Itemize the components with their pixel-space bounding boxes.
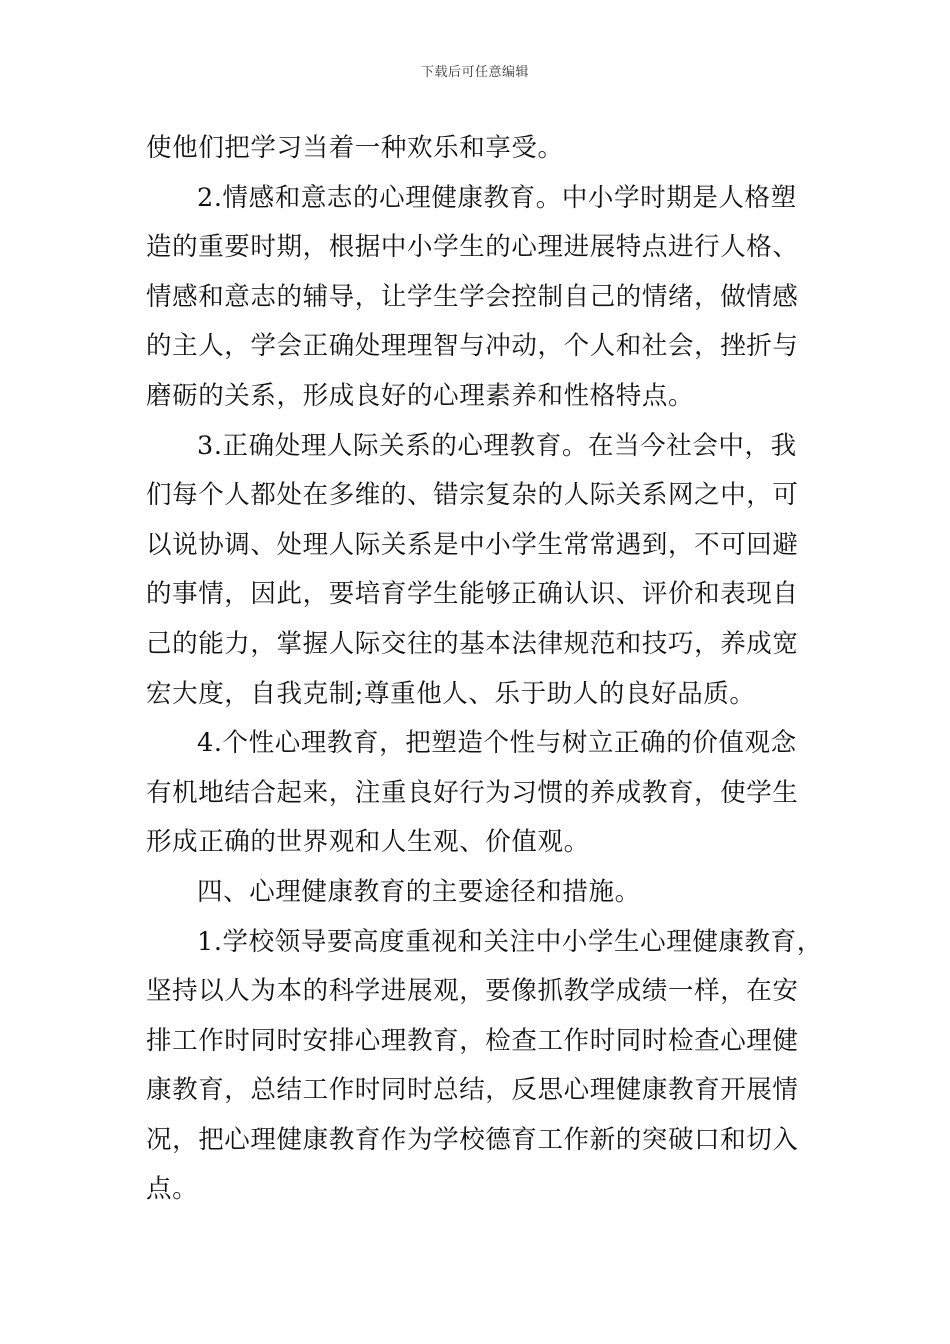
text-line: 的事情，因此，要培育学生能够正确认识、评价和表现自 (146, 579, 799, 610)
text-line: 坚持以人为本的科学进展观，要像抓教学成绩一样，在安 (146, 976, 799, 1007)
text-line: 点。 (146, 1174, 199, 1205)
text-line: 形成正确的世界观和人生观、价值观。 (146, 827, 590, 858)
text-line: 四、心理健康教育的主要途径和措施。 (197, 876, 641, 907)
text-line: 以说协调、处理人际关系是中小学生常常遇到，不可回避 (146, 529, 799, 560)
text-line: 磨砺的关系，形成良好的心理素养和性格特点。 (146, 380, 695, 411)
page-header: 下载后可任意编辑 (420, 65, 529, 80)
text-line: 康教育，总结工作时同时总结，反思心理健康教育开展情 (146, 1075, 799, 1106)
text-line: 1.学校领导要高度重视和关注中小学生心理健康教育， (197, 926, 823, 957)
text-line: 3.正确处理人际关系的心理教育。在当今社会中，我 (197, 430, 797, 461)
text-line: 况，把心理健康教育作为学校德育工作新的突破口和切入 (146, 1124, 799, 1155)
text-line: 情感和意志的辅导，让学生学会控制自己的情绪，做情感 (146, 281, 799, 312)
text-line: 造的重要时期，根据中小学生的心理进展特点进行人格、 (146, 232, 799, 263)
text-line: 己的能力，掌握人际交往的基本法律规范和技巧，养成宽 (146, 628, 799, 659)
text-line: 使他们把学习当着一种欢乐和享受。 (146, 133, 564, 163)
text-line: 2.情感和意志的心理健康教育。中小学时期是人格塑 (197, 182, 797, 213)
text-line: 们每个人都处在多维的、错宗复杂的人际关系网之中，可 (146, 480, 799, 511)
text-line: 4.个性心理教育，把塑造个性与树立正确的价值观念 (197, 728, 797, 759)
text-line: 宏大度，自我克制;尊重他人、乐于助人的良好品质。 (146, 678, 756, 709)
document-body (146, 124, 823, 1215)
text-line: 有机地结合起来，注重良好行为习惯的养成教育，使学生 (146, 777, 799, 808)
text-line: 排工作时同时安排心理教育，检查工作时同时检查心理健 (146, 1025, 799, 1056)
text-line: 的主人，学会正确处理理智与冲动，个人和社会，挫折与 (146, 331, 799, 362)
